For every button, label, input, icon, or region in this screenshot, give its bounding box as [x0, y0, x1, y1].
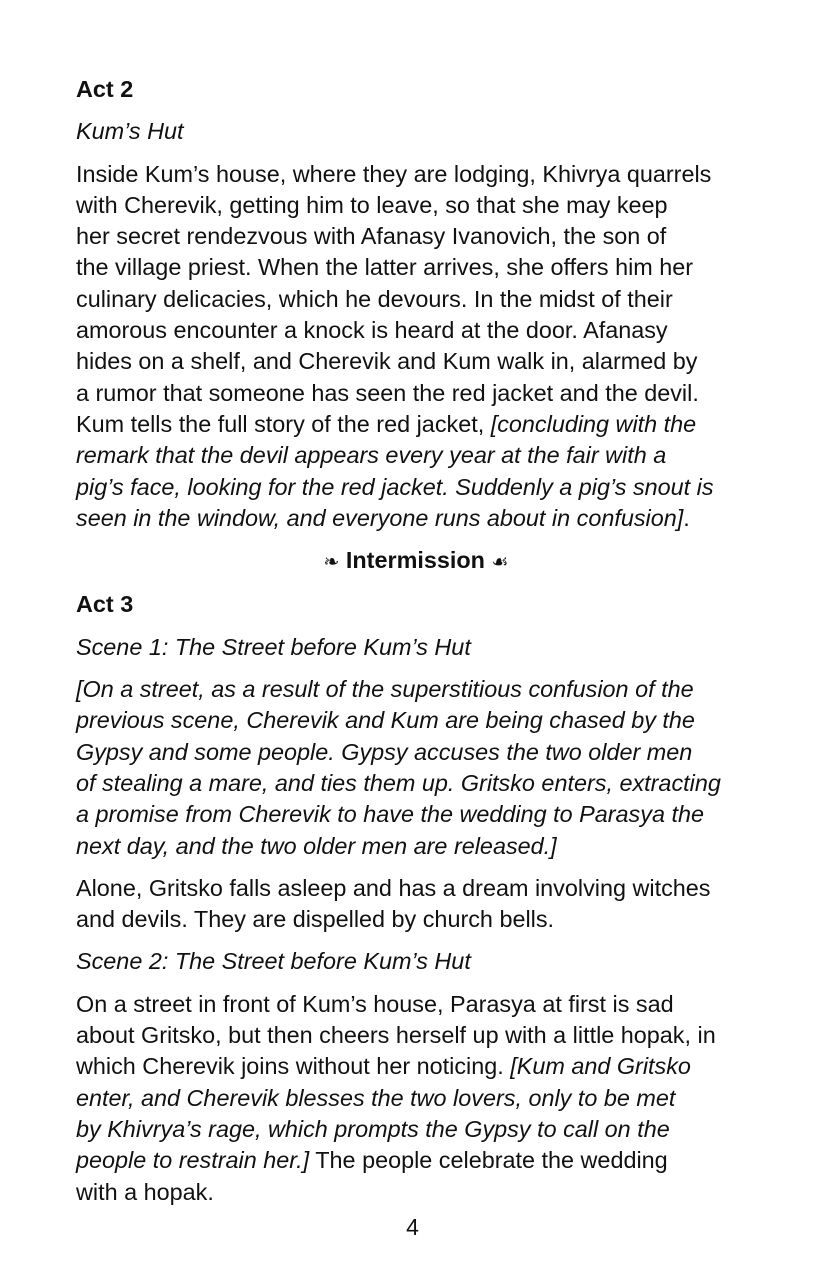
italic-text-line: next day, and the two older men are released.]	[76, 832, 557, 859]
act-3-scene-2-title: Scene 2: The Street before Kum’s Hut	[76, 948, 471, 975]
italic-text-line: previous scene, Cherevik and Kum are being chased by the	[76, 707, 695, 734]
act-2-scene-title: Kum’s Hut	[76, 118, 184, 145]
italic-text-run: [concluding with the	[490, 410, 697, 437]
text-line: with a hopak.	[76, 1178, 214, 1205]
italic-text-line: by Khivrya’s rage, which prompts the Gypsy to call on the	[76, 1115, 670, 1142]
text-line: culinary delicacies, which he devours. In the midst of their	[76, 285, 673, 312]
text-line: her secret rendezvous with Afanasy Ivanovich, the son of	[76, 223, 667, 250]
right-ornament-icon: ☙	[491, 551, 509, 574]
text-line	[76, 503, 756, 534]
text-line: Inside Kum’s house, where they are lodging, Khivrya quarrels	[76, 160, 712, 187]
italic-text-line: Gypsy and some people. Gypsy accuses the two older men	[76, 738, 693, 765]
page-number: 4	[406, 1214, 419, 1240]
text-line	[76, 1145, 756, 1176]
italic-text-run: [Kum and Gritsko	[510, 1053, 691, 1080]
text-line: and devils. They are dispelled by church bells.	[76, 906, 555, 933]
italic-text-run: people to restrain her.]	[76, 1147, 310, 1174]
text-line: On a street in front of Kum’s house, Parasya at first is sad	[76, 990, 674, 1017]
text-run: Kum tells the full story of the red jacket,	[76, 410, 491, 437]
intermission-label: Intermission	[345, 547, 485, 574]
intermission-divider	[76, 545, 756, 578]
text-line: with Cherevik, getting him to leave, so that she may keep	[76, 191, 668, 218]
act-3-scene-1-title: Scene 1: The Street before Kum’s Hut	[76, 633, 471, 660]
italic-text-line: pig’s face, looking for the red jacket. Suddenly a pig’s snout is	[76, 473, 714, 500]
scene-1-synopsis	[76, 873, 756, 936]
text-line: the village priest. When the latter arrives, she offers him her	[76, 254, 694, 281]
act-3-heading: Act 3	[76, 591, 134, 618]
act-2-heading: Act 2	[76, 76, 134, 102]
text-run: The people celebrate the wedding	[309, 1147, 668, 1174]
text-line: about Gritsko, but then cheers herself up with a little hopak, in	[76, 1022, 716, 1049]
document-page	[76, 74, 756, 1219]
text-line	[76, 1051, 756, 1082]
text-run: .	[683, 504, 690, 531]
left-ornament-icon: ❧	[323, 551, 340, 574]
scene-1-stage-direction	[76, 674, 756, 862]
text-run: which Cherevik joins without her noticing.	[76, 1053, 511, 1080]
italic-text-line: of stealing a mare, and ties them up. Gritsko enters, extracting	[76, 769, 721, 796]
text-line: hides on a shelf, and Cherevik and Kum walk in, alarmed by	[76, 348, 698, 375]
scene-2-synopsis	[76, 989, 756, 1208]
italic-text-line: a promise from Cherevik to have the wedding to Parasya the	[76, 801, 704, 828]
text-line: amorous encounter a knock is heard at the door. Afanasy	[76, 317, 668, 344]
italic-text-run: seen in the window, and everyone runs about in confusion]	[76, 504, 684, 531]
act-2-synopsis	[76, 159, 756, 535]
italic-text-line: enter, and Cherevik blesses the two lovers, only to be met	[76, 1084, 676, 1111]
text-line: a rumor that someone has seen the red jacket and the devil.	[76, 379, 699, 406]
italic-text-line: remark that the devil appears every year at the fair with a	[76, 442, 667, 469]
text-line: Alone, Gritsko falls asleep and has a dream involving witches	[76, 874, 711, 901]
italic-text-line: [On a street, as a result of the superstitious confusion of the	[76, 676, 694, 703]
text-line	[76, 409, 756, 440]
